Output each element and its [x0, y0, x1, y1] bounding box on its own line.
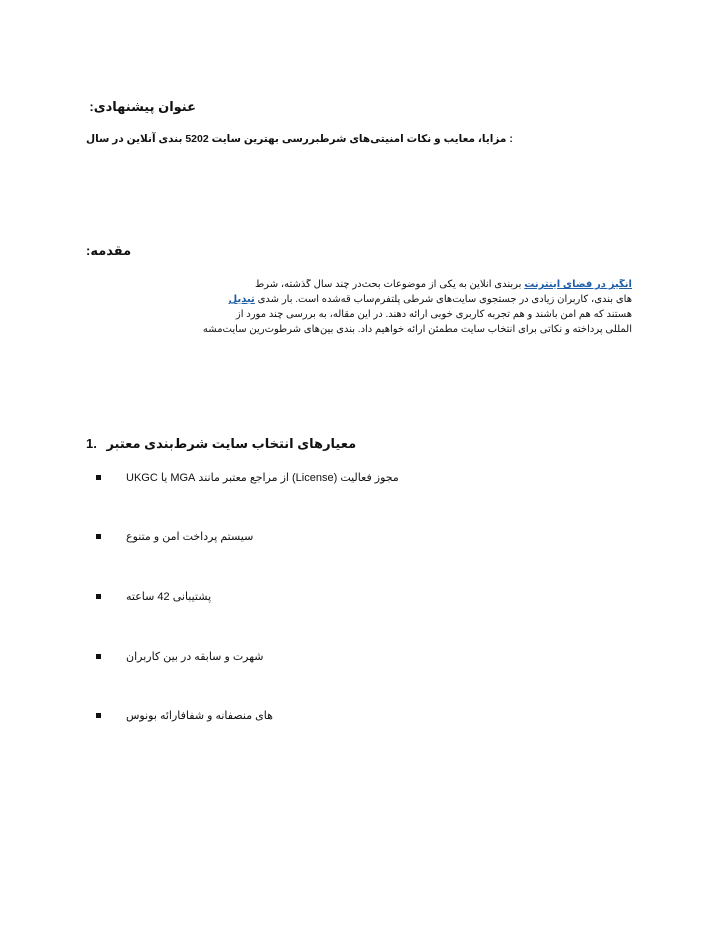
section-1-number: 1.	[86, 436, 97, 451]
list-item	[96, 530, 476, 546]
list-item	[96, 590, 476, 606]
intro-line-3	[86, 309, 632, 321]
intro-link-tabdil[interactable]: تبدیل	[228, 294, 255, 305]
bullet-icon	[96, 654, 101, 659]
intro-line-4	[86, 324, 632, 336]
proposed-title-text-rtl: بندی آنلاین در سال	[86, 133, 183, 145]
intro-line-1-text: بربندی آنلاین به یکی از موضوعات بحث‌در چند سال گذشته، شرط	[254, 279, 522, 290]
bullet-icon	[96, 594, 101, 599]
intro-line-2-text: های بندی، کاربران زیادی در جستجوی سایت‌های شرطی پلتفرم‌ساب قه‌شده است. بار شدی	[257, 294, 632, 305]
intro-line-4-text: المللی پرداخته و نکاتی برای انتخاب سایت مطمئن ارائه خواهیم داد. بندی بین‌های شرطوت‌رین سایت‌مشه	[202, 324, 632, 335]
proposed-title-rest: : مزایا، معایب و نکات امنیتی‌های شرطبررسی بهترین سایت	[211, 133, 513, 145]
intro-paragraph	[86, 279, 632, 336]
bullet-icon	[96, 713, 101, 718]
intro-link-internet[interactable]: انگیز در فضای اینترنت	[524, 279, 632, 290]
list-item-text: شهرت و سابقه در بین کاربران	[126, 651, 264, 663]
section-1-title: معیارهای انتخاب سایت شرط‌بندی معتبر	[106, 436, 357, 451]
list-item-text: مجوز فعالیت (License) از مراجع معتبر مانند MGA یا UKGC	[126, 472, 399, 484]
list-item	[96, 709, 476, 725]
list-item	[96, 471, 476, 487]
intro-heading: مقدمه:	[86, 243, 132, 258]
intro-line-2	[86, 294, 632, 306]
list-item-text: های منصفانه و شفافارائه بونوس	[126, 710, 273, 722]
intro-line-3-text: هستند که هم امن باشند و هم تجربه کاربری خوبی ارائه دهند. در این مقاله، به بررسی چند مورد از	[235, 309, 632, 320]
list-item	[96, 650, 476, 666]
section-1-heading	[86, 436, 366, 452]
intro-line-1	[86, 279, 632, 291]
proposed-title-label: عنوان پیشنهادی:	[89, 99, 196, 114]
proposed-title-year: 5202	[185, 133, 209, 145]
bullet-icon	[96, 534, 101, 539]
list-item-text: سیستم پرداخت امن و متنوع	[126, 531, 254, 543]
bullet-icon	[96, 475, 101, 480]
list-item-text: پشتیبانی 42 ساعته	[126, 591, 212, 603]
proposed-title	[86, 133, 540, 145]
